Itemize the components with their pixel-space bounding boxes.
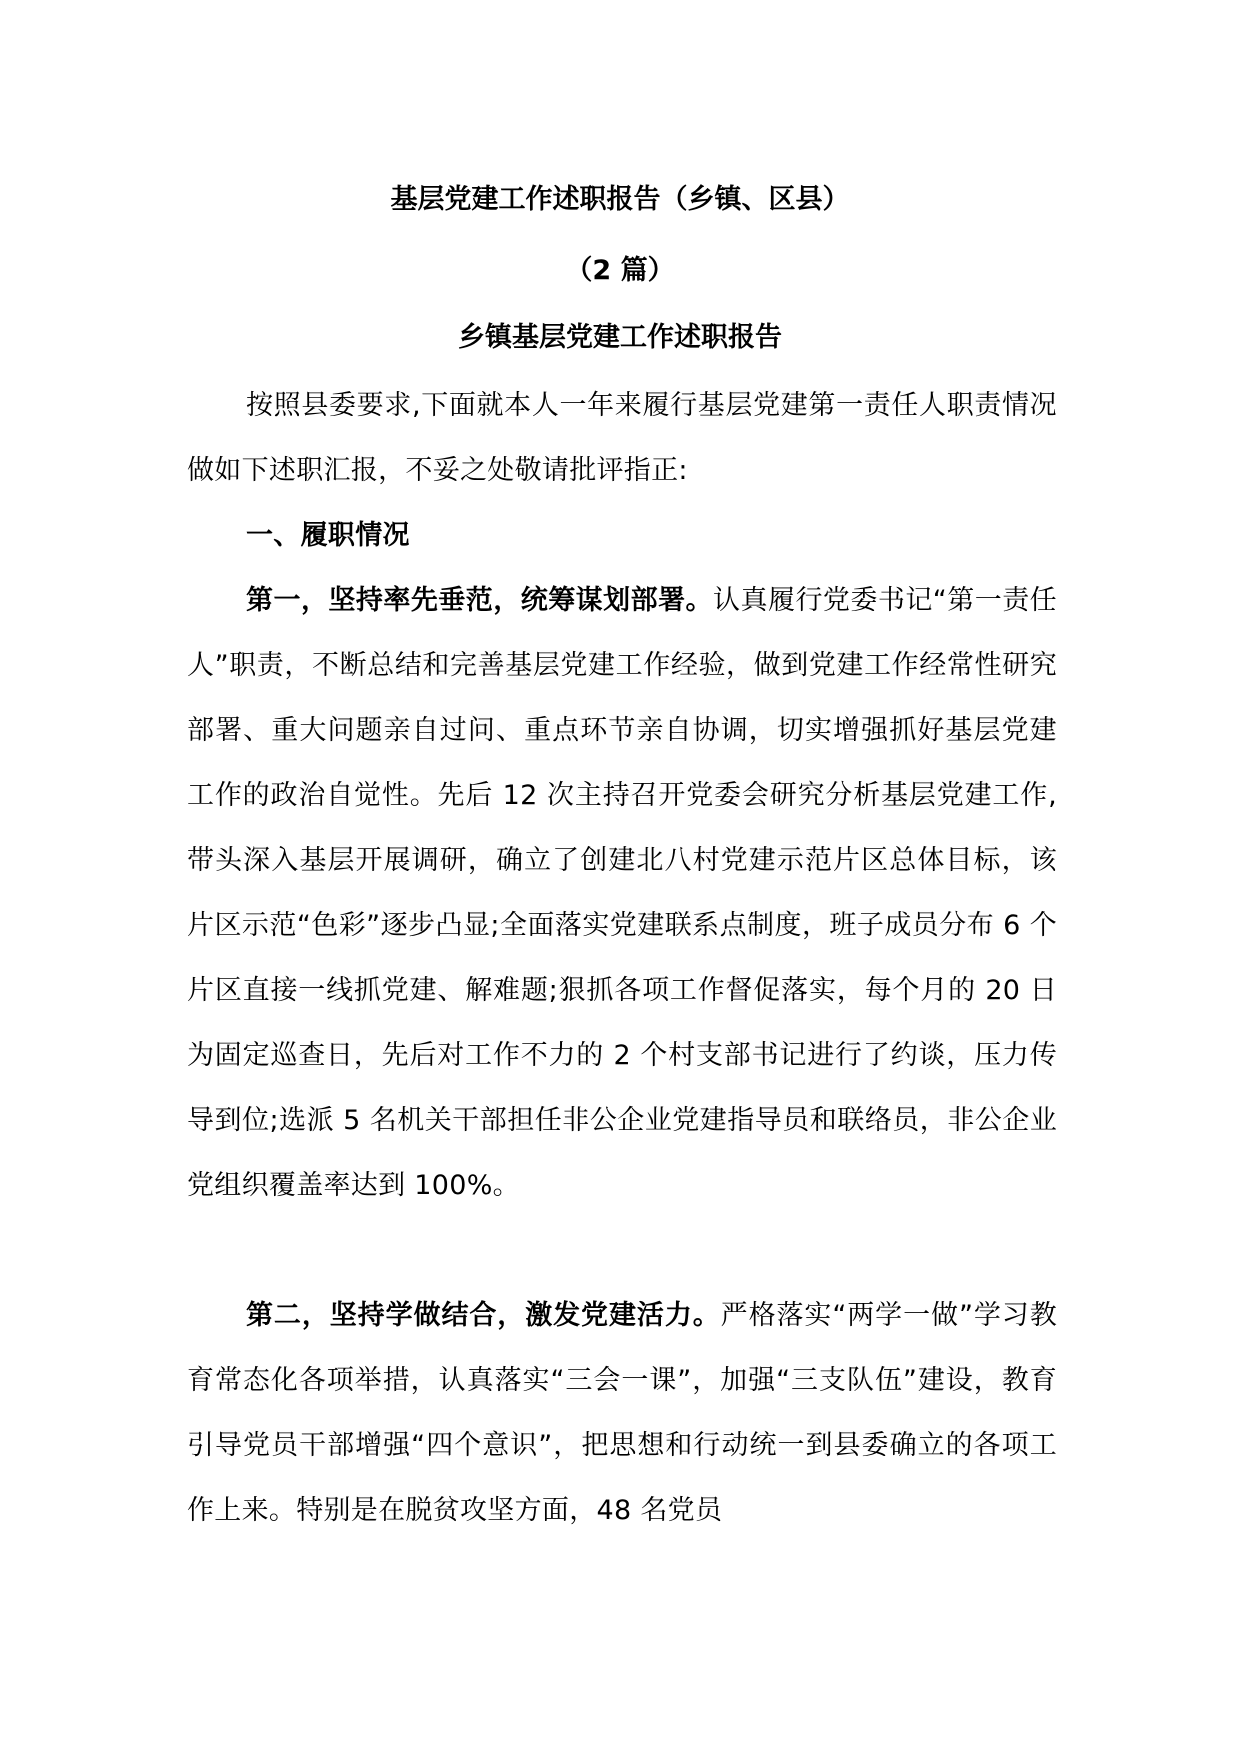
document-subtitle: 乡镇基层党建工作述职报告 (458, 322, 782, 353)
paragraph-1-lead: 第一，坚持率先垂范，统筹谋划部署。 (246, 585, 714, 616)
paragraph-2-body: 严格落实“两学一做”学习教育常态化各项举措，认真落实“三会一课”，加强“三支队伍”建设，教育引导党员干部增强“四个意识”，把思想和行动统一到县委确立的各项工作上来。特别是在脱贫攻坚方面，48 名党员 (187, 1300, 1058, 1526)
paragraph-1-body: 认真履行党委书记“第一责任人”职责，不断总结和完善基层党建工作经验，做到党建工作经常性研究部署、重大问题亲自过问、重点环节亲自协调，切实增强抓好基层党建工作的政治自觉性。先后 12 次主持召开党委会研究分析基层党建工作,带头深入基层开展调研，确立了创建北八村党建示范片区总体目标，该片区示范“色彩”逐步凸显;全面落实党建联系点制度，班子成员分布 6 个片区直接一线抓党建、解难题;狠抓各项工作督促落实，每个月的 20 日为固定巡查日，先后对工作不力的 2 个村支部书记进行了约谈，压力传导到位;选派 5 名机关干部担任非公企业党建指导员和联络员，非公企业党组织覆盖率达到 100%。 (187, 585, 1057, 1201)
intro-paragraph: 按照县委要求,下面就本人一年来履行基层党建第一责任人职责情况做如下述职汇报，不妥之处敬请批评指正: (187, 390, 1057, 486)
paragraph-2 (187, 1283, 1057, 1543)
paragraph-1 (187, 568, 1057, 1218)
document-title: 基层党建工作述职报告（乡镇、区县） (390, 184, 850, 215)
section-heading: 一、履职情况 (246, 520, 410, 551)
document-title-count: （2 篇） (565, 255, 675, 286)
paragraph-2-lead: 第二，坚持学做结合，激发党建活力。 (246, 1300, 721, 1331)
